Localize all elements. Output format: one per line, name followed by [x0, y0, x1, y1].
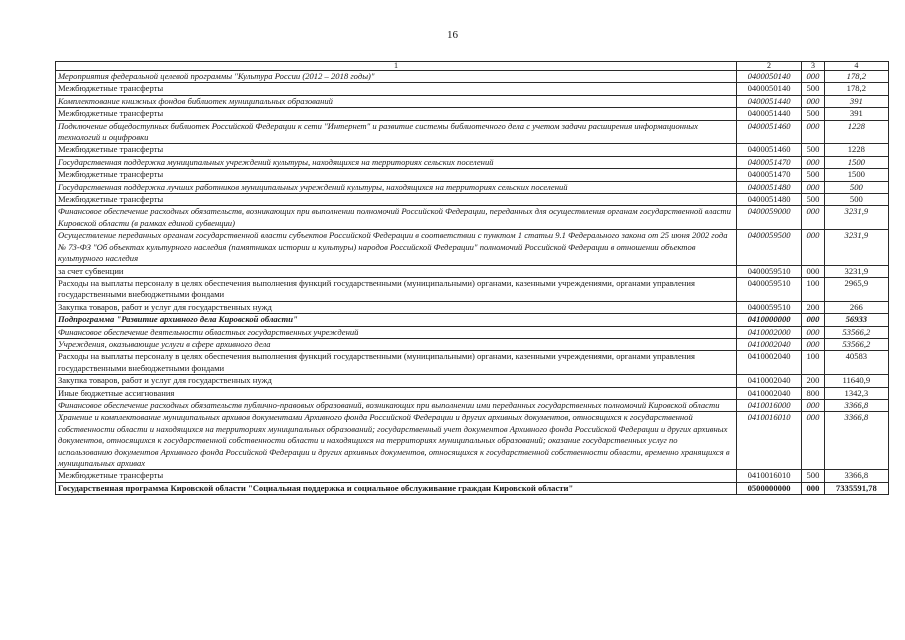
- cell-sum: 2965,9: [824, 277, 888, 301]
- cell-name: Хранение и комплектование муниципальных архивов документами Архивного фонда Российской Федерации и других архивных документов, относящихся к государственной собственности области и находящихся на территориях муниципальных образований; государственный учет документов Архивного фонда Российской Федерации и других архивных документов, относящихся к государственной собственности области и находящихся на территориях муниципальных образований; оказание государственных услуг по использованию документов Архивного фонда Российской Федерации и других архивных документов, относящихся к государственной собственности области, временно хранящихся в муниципальных архивах: [56, 412, 737, 470]
- table-row: [56, 108, 889, 120]
- cell-name: Межбюджетные трансферты: [56, 194, 737, 206]
- cell-name: Иные бюджетные ассигнования: [56, 387, 737, 399]
- table-row: [56, 144, 889, 156]
- cell-code: 0400050140: [736, 71, 801, 83]
- cell-code: 0410000000: [736, 314, 801, 326]
- cell-sum: 53566,2: [824, 326, 888, 338]
- cell-sum: 178,2: [824, 83, 888, 95]
- cell-type: 500: [802, 144, 824, 156]
- cell-sum: 178,2: [824, 71, 888, 83]
- cell-code: 0410016000: [736, 399, 801, 411]
- cell-name: Расходы на выплаты персоналу в целях обеспечения выполнения функций государственными (муниципальными) органами, казенными учреждениями, органами управления государственными внебюджетными фондами: [56, 277, 737, 301]
- table-row: [56, 351, 889, 375]
- cell-name: Межбюджетные трансферты: [56, 144, 737, 156]
- cell-type: 500: [802, 194, 824, 206]
- cell-sum: 266: [824, 301, 888, 313]
- cell-type: 000: [802, 156, 824, 168]
- table-row: [56, 277, 889, 301]
- table-row: [56, 314, 889, 326]
- cell-type: 000: [802, 482, 824, 494]
- cell-name: Межбюджетные трансферты: [56, 108, 737, 120]
- table-body: [56, 62, 889, 495]
- table-row: [56, 326, 889, 338]
- cell-sum: 1500: [824, 169, 888, 181]
- cell-code: 0400059510: [736, 301, 801, 313]
- budget-table: [55, 61, 889, 495]
- cell-sum: 500: [824, 181, 888, 193]
- table-row: [56, 71, 889, 83]
- table-row: [56, 482, 889, 494]
- table-row: [56, 83, 889, 95]
- cell-type: 000: [802, 338, 824, 350]
- table-row: [56, 301, 889, 313]
- cell-code: 0400051440: [736, 95, 801, 107]
- cell-type: 000: [802, 181, 824, 193]
- cell-code: 0500000000: [736, 482, 801, 494]
- table-row: [56, 375, 889, 387]
- cell-name: Межбюджетные трансферты: [56, 470, 737, 482]
- cell-sum: 3366,8: [824, 470, 888, 482]
- cell-type: 000: [802, 412, 824, 470]
- table-row: [56, 120, 889, 144]
- cell-name: Расходы на выплаты персоналу в целях обеспечения выполнения функций государственными (муниципальными) органами, казенными учреждениями, органами управления государственными внебюджетными фондами: [56, 351, 737, 375]
- cell-code: 0410002040: [736, 351, 801, 375]
- cell-name: Финансовое обеспечение расходных обязательств публично-правовых образований, возникающих при выполнении ими переданных государственных полномочий Кировской области: [56, 399, 737, 411]
- cell-type: 000: [802, 314, 824, 326]
- table-row: [56, 399, 889, 411]
- cell-sum: 1500: [824, 156, 888, 168]
- table-row: [56, 387, 889, 399]
- cell-type: 100: [802, 277, 824, 301]
- cell-name: Государственная поддержка лучших работников муниципальных учреждений культуры, находящихся на территориях сельских поселений: [56, 181, 737, 193]
- header-cell-type: 3: [802, 62, 824, 71]
- header-cell-name: 1: [56, 62, 737, 71]
- cell-code: 0400051480: [736, 181, 801, 193]
- cell-name: Государственная поддержка муниципальных учреждений культуры, находящихся на территориях сельских поселений: [56, 156, 737, 168]
- cell-sum: 500: [824, 194, 888, 206]
- cell-name: за счет субвенции: [56, 265, 737, 277]
- cell-sum: 7335591,78: [824, 482, 888, 494]
- cell-code: 0410016010: [736, 470, 801, 482]
- table-row: [56, 338, 889, 350]
- cell-name: Закупка товаров, работ и услуг для государственных нужд: [56, 301, 737, 313]
- cell-sum: 1228: [824, 120, 888, 144]
- cell-type: 100: [802, 351, 824, 375]
- cell-sum: 53566,2: [824, 338, 888, 350]
- table-row: [56, 194, 889, 206]
- cell-code: 0400059500: [736, 230, 801, 265]
- cell-name: Закупка товаров, работ и услуг для государственных нужд: [56, 375, 737, 387]
- cell-code: 0410002000: [736, 326, 801, 338]
- table-row: [56, 169, 889, 181]
- cell-sum: 3231,9: [824, 206, 888, 230]
- cell-sum: 391: [824, 95, 888, 107]
- cell-type: 500: [802, 108, 824, 120]
- cell-code: 0400059510: [736, 265, 801, 277]
- cell-code: 0410002040: [736, 338, 801, 350]
- page-number: 16: [447, 29, 458, 41]
- cell-name: Учреждения, оказывающие услуги в сфере архивного дела: [56, 338, 737, 350]
- table-row: [56, 156, 889, 168]
- cell-code: 0400051470: [736, 169, 801, 181]
- cell-type: 200: [802, 301, 824, 313]
- cell-code: 0410002040: [736, 375, 801, 387]
- cell-type: 000: [802, 265, 824, 277]
- cell-sum: 1228: [824, 144, 888, 156]
- table-row: [56, 230, 889, 265]
- cell-type: 500: [802, 169, 824, 181]
- cell-code: 0400051460: [736, 144, 801, 156]
- cell-type: 800: [802, 387, 824, 399]
- table-row: [56, 181, 889, 193]
- cell-code: 0410002040: [736, 387, 801, 399]
- cell-code: 0400051480: [736, 194, 801, 206]
- cell-sum: 3366,8: [824, 399, 888, 411]
- cell-name: Подключение общедоступных библиотек Российской Федерации к сети "Интернет" и развитие системы библиотечного дела с учетом задачи расширения информационных технологий и оцифровки: [56, 120, 737, 144]
- cell-code: 0400050140: [736, 83, 801, 95]
- cell-sum: 391: [824, 108, 888, 120]
- cell-type: 200: [802, 375, 824, 387]
- cell-sum: 56933: [824, 314, 888, 326]
- header-cell-sum: 4: [824, 62, 888, 71]
- table-row: [56, 265, 889, 277]
- cell-type: 000: [802, 95, 824, 107]
- cell-name: Финансовое обеспечение расходных обязательств, возникающих при выполнении полномочий Российской Федерации, переданных для осуществления органам государственной власти Кировской области (в рамках единой субвенции): [56, 206, 737, 230]
- cell-code: 0400051470: [736, 156, 801, 168]
- cell-name: Комплектование книжных фондов библиотек муниципальных образований: [56, 95, 737, 107]
- table-row: [56, 95, 889, 107]
- cell-type: 000: [802, 71, 824, 83]
- cell-sum: 11640,9: [824, 375, 888, 387]
- cell-sum: 1342,3: [824, 387, 888, 399]
- cell-name: Финансовое обеспечение деятельности областных государственных учреждений: [56, 326, 737, 338]
- cell-type: 000: [802, 206, 824, 230]
- cell-name: Подпрограмма "Развитие архивного дела Кировской области": [56, 314, 737, 326]
- cell-code: 0400051460: [736, 120, 801, 144]
- cell-type: 000: [802, 326, 824, 338]
- table-row: [56, 412, 889, 470]
- table-row: [56, 470, 889, 482]
- cell-name: Осуществление переданных органам государственной власти субъектов Российской Федерации в соответствии с пунктом 1 статьи 9.1 Федерального закона от 25 июня 2002 года № 73-ФЗ "Об объектах культурного наследия (памятниках истории и культуры) народов Российской Федерации" полномочий Российской Федерации в отношении объектов культурного наследия: [56, 230, 737, 265]
- cell-sum: 3366,8: [824, 412, 888, 470]
- cell-code: 0400059000: [736, 206, 801, 230]
- cell-code: 0400059510: [736, 277, 801, 301]
- cell-sum: 3231,9: [824, 265, 888, 277]
- cell-type: 000: [802, 399, 824, 411]
- cell-sum: 3231,9: [824, 230, 888, 265]
- cell-type: 500: [802, 83, 824, 95]
- cell-type: 000: [802, 230, 824, 265]
- cell-code: 0400051440: [736, 108, 801, 120]
- cell-name: Межбюджетные трансферты: [56, 83, 737, 95]
- cell-sum: 40583: [824, 351, 888, 375]
- cell-name: Государственная программа Кировской области "Социальная поддержка и социальное обслуживание граждан Кировской области": [56, 482, 737, 494]
- cell-name: Мероприятия федеральной целевой программы "Культура России (2012 – 2018 годы)": [56, 71, 737, 83]
- header-cell-code: 2: [736, 62, 801, 71]
- cell-type: 500: [802, 470, 824, 482]
- cell-type: 000: [802, 120, 824, 144]
- header-row: [56, 62, 889, 71]
- table-row: [56, 206, 889, 230]
- cell-name: Межбюджетные трансферты: [56, 169, 737, 181]
- cell-code: 0410016010: [736, 412, 801, 470]
